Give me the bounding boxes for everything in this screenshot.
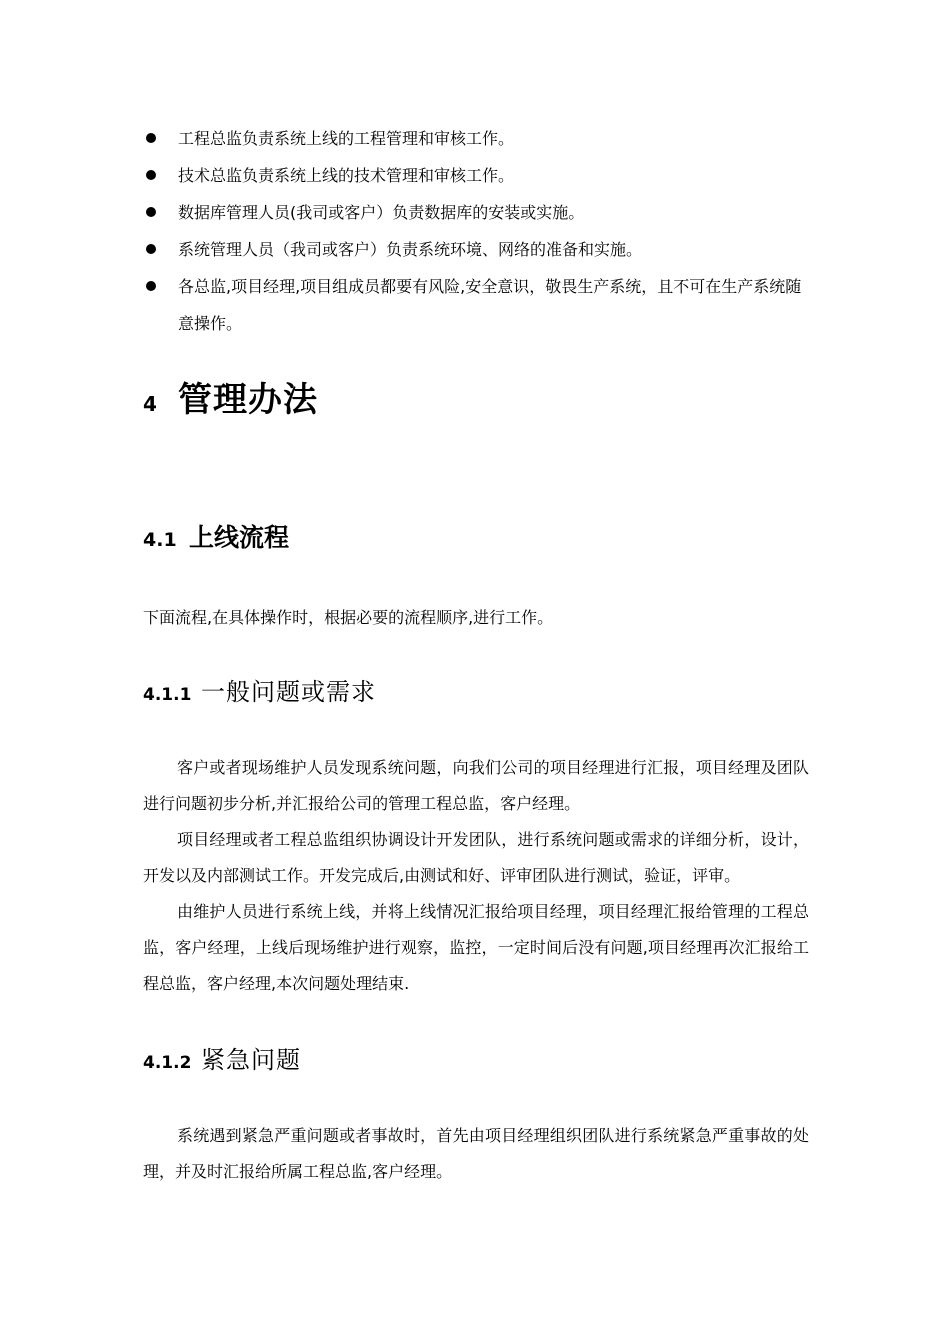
bullet-dot-icon — [146, 170, 156, 180]
section-4-1-intro: 下面流程,在具体操作时，根据必要的流程顺序,进行工作。 — [143, 608, 554, 627]
body-paragraph: 客户或者现场维护人员发现系统问题，向我们公司的项目经理进行汇报，项目经理及团队进行问题初步分析,并汇报给公司的管理工程总监，客户经理。 — [143, 758, 809, 813]
responsibility-bullet-list — [143, 120, 813, 342]
section-number: 4.1 — [143, 529, 177, 551]
bullet-dot-icon — [146, 244, 156, 254]
bullet-text: 技术总监负责系统上线的技术管理和审核工作。 — [178, 166, 515, 185]
section-title: 一般问题或需求 — [201, 678, 376, 706]
body-paragraph: 由维护人员进行系统上线，并将上线情况汇报给项目经理，项目经理汇报给管理的工程总监，客户经理，上线后现场维护进行观察，监控，一定时间后没有问题,项目经理再次汇报给工程总监，客户经理,本次问题处理结束. — [143, 902, 809, 993]
bullet-item — [143, 120, 813, 157]
bullet-item — [143, 231, 813, 268]
section-title: 管理办法 — [178, 380, 318, 420]
bullet-text: 数据库管理人员(我司或客户）负责数据库的安装或实施。 — [178, 203, 585, 222]
section-4-1-heading — [143, 518, 289, 554]
section-title: 上线流程 — [189, 523, 290, 552]
section-number: 4 — [143, 392, 157, 416]
bullet-dot-icon — [146, 281, 156, 291]
section-4-heading — [143, 372, 318, 421]
bullet-item — [143, 268, 813, 342]
bullet-text: 工程总监负责系统上线的工程管理和审核工作。 — [178, 129, 515, 148]
section-4-1-2-heading — [143, 1040, 301, 1075]
body-paragraph: 项目经理或者工程总监组织协调设计开发团队，进行系统问题或需求的详细分析，设计，开发以及内部测试工作。开发完成后,由测试和好、评审团队进行测试，验证，评审。 — [143, 830, 809, 885]
section-4-1-1-heading — [143, 672, 376, 707]
bullet-text: 系统管理人员（我司或客户）负责系统环境、网络的准备和实施。 — [178, 240, 643, 259]
bullet-text: 各总监,项目经理,项目组成员都要有风险,安全意识，敬畏生产系统，且不可在生产系统随意操作。 — [178, 277, 802, 333]
body-paragraph: 系统遇到紧急严重问题或者事故时，首先由项目经理组织团队进行系统紧急严重事故的处理，并及时汇报给所属工程总监,客户经理。 — [143, 1126, 809, 1181]
section-number: 4.1.2 — [143, 1053, 192, 1073]
section-number: 4.1.1 — [143, 685, 192, 705]
bullet-dot-icon — [146, 207, 156, 217]
bullet-item — [143, 194, 813, 231]
bullet-dot-icon — [146, 133, 156, 143]
section-title: 紧急问题 — [201, 1046, 301, 1074]
bullet-item — [143, 157, 813, 194]
